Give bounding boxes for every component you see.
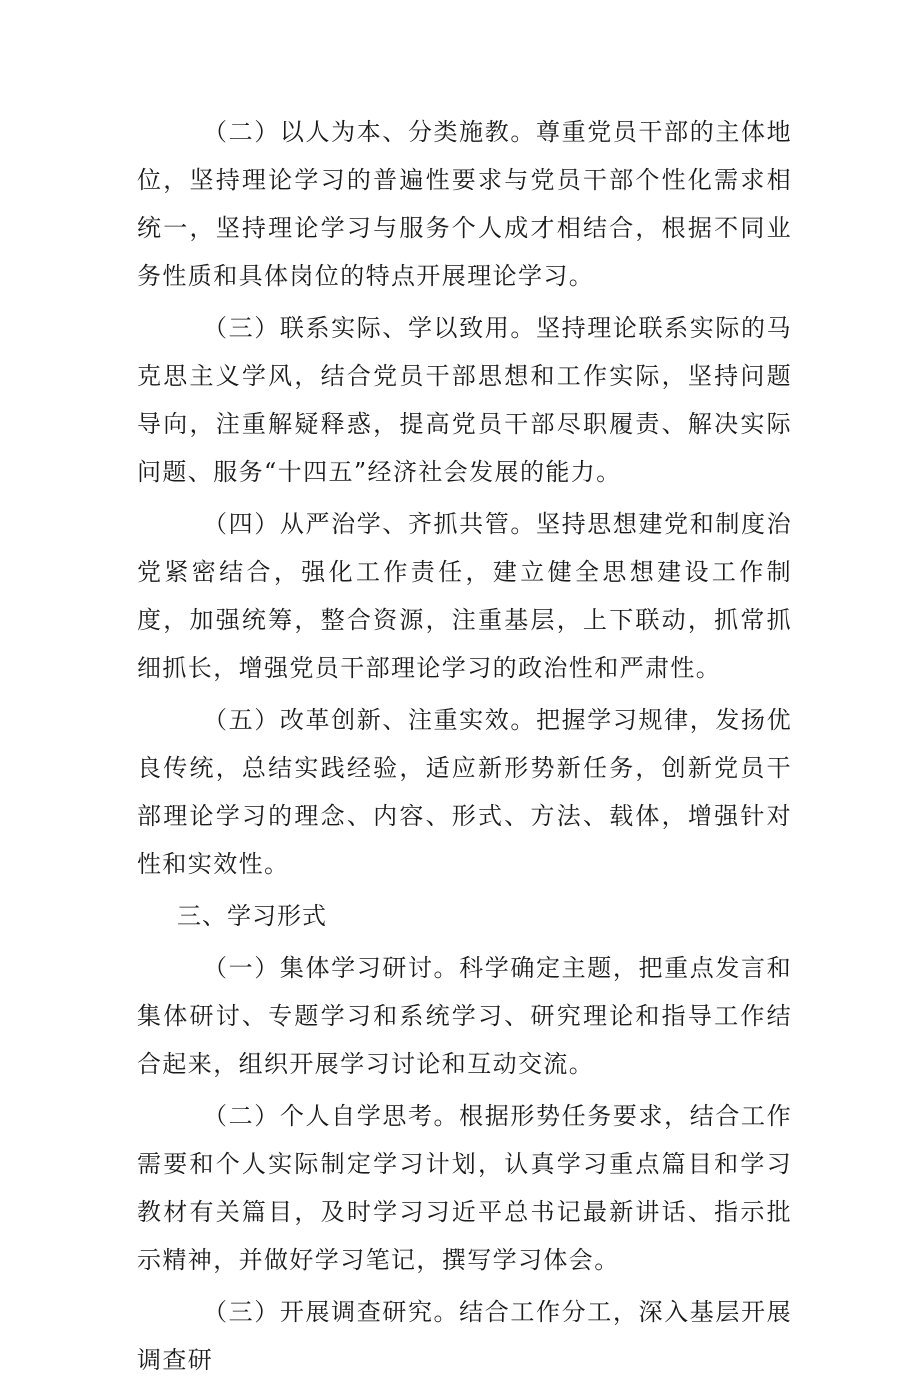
paragraph-form-3: （三）开展调查研究。结合工作分工，深入基层开展调查研 [137, 1298, 792, 1374]
paragraph-form-2: （二）个人自学思考。根据形势任务要求，结合工作需要和个人实际制定学习计划，认真学习重点篇目和学习教材有关篇目，及时学习习近平总书记最新讲话、指示批示精神，并做好学习笔记，撰写学习体会。 [137, 1102, 792, 1274]
paragraph-principle-3: （三）联系实际、学以致用。坚持理论联系实际的马克思主义学风，结合党员干部思想和工作实际，坚持问题导向，注重解疑释惑，提高党员干部尽职履责、解决实际问题、服务“十四五”经济社会发展的能力。 [137, 314, 792, 486]
paragraph-form-1: （一）集体学习研讨。科学确定主题，把重点发言和集体研讨、专题学习和系统学习、研究理论和指导工作结合起来，组织开展学习讨论和互动交流。 [137, 954, 792, 1078]
paragraph-principle-2: （二）以人为本、分类施教。尊重党员干部的主体地位，坚持理论学习的普遍性要求与党员干部个性化需求相统一，坚持理论学习与服务个人成才相结合，根据不同业务性质和具体岗位的特点开展理论学习。 [137, 118, 792, 290]
document-body [137, 108, 792, 1388]
paragraph-principle-5: （五）改革创新、注重实效。把握学习规律，发扬优良传统，总结实践经验，适应新形势新任务，创新党员干部理论学习的理念、内容、形式、方法、载体，增强针对性和实效性。 [137, 706, 792, 878]
paragraph-principle-4: （四）从严治学、齐抓共管。坚持思想建党和制度治党紧密结合，强化工作责任，建立健全思想建设工作制度，加强统筹，整合资源，注重基层，上下联动，抓常抓细抓长，增强党员干部理论学习的政治性和严肃性。 [137, 510, 792, 682]
section-heading-study-forms: 三、学习形式 [177, 902, 327, 930]
